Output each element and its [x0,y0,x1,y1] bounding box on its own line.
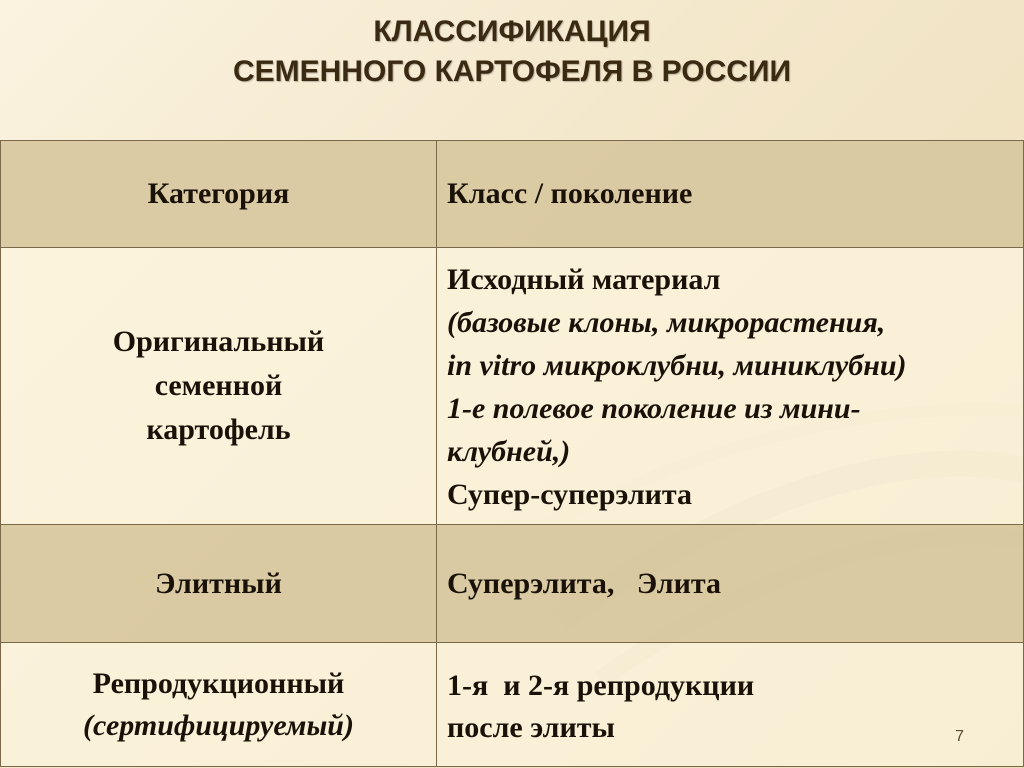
page-number: 7 [955,728,964,745]
class-line: in vitro микроклубни, миниклубни) [447,349,907,382]
header-class: Класс / поколение [437,141,1024,248]
class-cell [437,643,1024,767]
category-cell [1,248,437,525]
class-line: Супер-суперэлита [447,478,693,511]
category-cell [1,525,437,643]
category-cell [1,643,437,767]
class-line: Исходный материал [447,263,721,296]
category-line: (сертифицируемый) [83,708,354,742]
header-category: Категория [1,141,437,248]
slide-title [0,12,1024,92]
category-line: картофель [146,413,291,446]
class-line: (базовые клоны, микрорастения, [447,306,886,339]
table-header-row [1,141,1024,248]
class-cell [437,525,1024,643]
category-line: Репродукционный [92,666,345,700]
category-line: семенной [154,369,283,402]
title-line-1: КЛАССИФИКАЦИЯ [373,15,651,48]
class-line: Суперэлита, Элита [447,566,722,600]
class-line: 1-е полевое поколение из мини- [447,392,861,425]
category-line: Элитный [155,566,282,600]
class-line: после элиты [447,711,615,744]
class-cell [437,248,1024,525]
category-line: Оригинальный [112,325,325,358]
table-row [1,525,1024,643]
table-row [1,643,1024,767]
classification-table [0,140,1024,767]
title-line-2: СЕМЕННОГО КАРТОФЕЛЯ В РОССИИ [232,55,792,88]
class-line: клубней,) [447,435,571,468]
class-line: 1-я и 2-я репродукции [447,669,755,702]
table-row [1,248,1024,525]
